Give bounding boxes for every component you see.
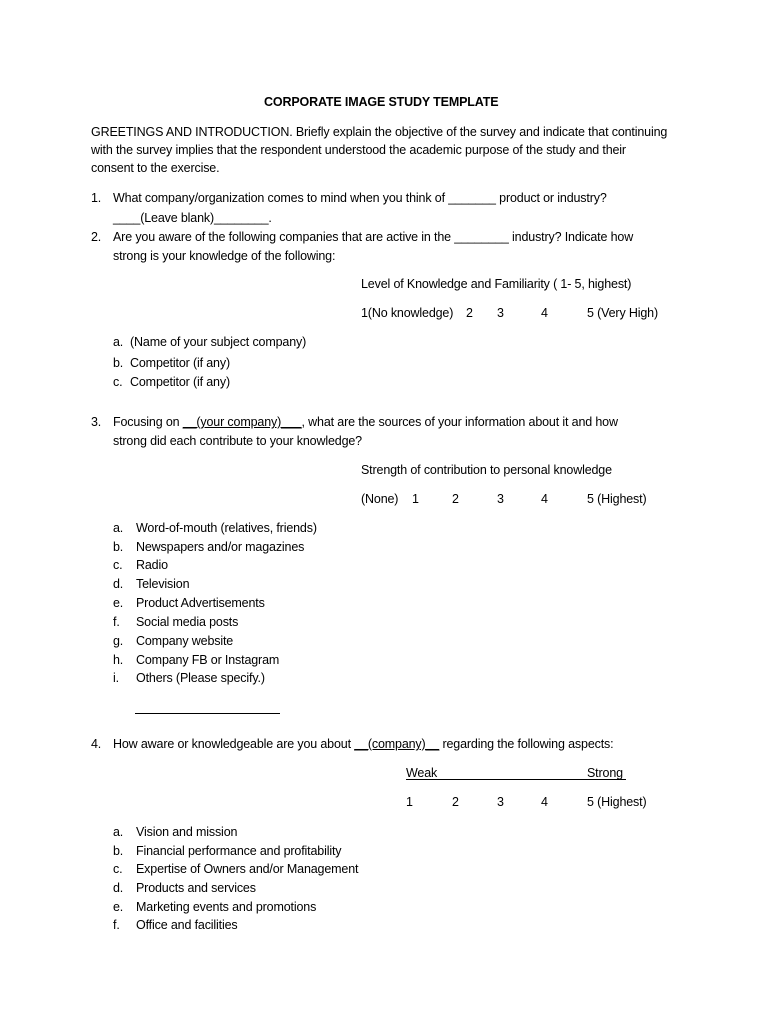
- q4-scale-4: 4: [541, 795, 548, 809]
- q3-line-1: [113, 414, 618, 430]
- q3-item-f-letter: f.: [113, 615, 120, 629]
- q3-item-i-text: Others (Please specify.): [136, 671, 265, 685]
- q2-scale-2: 2: [466, 306, 473, 320]
- q4-scale-2: 2: [452, 795, 459, 809]
- q3-scale-3: 3: [497, 492, 504, 506]
- q4-prefix: How aware or knowledgeable are you about: [113, 737, 355, 751]
- q3-scale-4: 4: [541, 492, 548, 506]
- q2-item-b-letter: b.: [113, 356, 124, 370]
- q3-scale-none: (None): [361, 492, 399, 506]
- q3-item-b-letter: b.: [113, 540, 124, 554]
- q2-item-c-letter: c.: [113, 375, 123, 389]
- document-title: CORPORATE IMAGE STUDY TEMPLATE: [264, 95, 499, 109]
- intro-line-3: consent to the exercise.: [91, 161, 220, 175]
- q3-item-h-letter: h.: [113, 653, 124, 667]
- q3-item-e-text: Product Advertisements: [136, 596, 265, 610]
- q2-scale-3: 3: [497, 306, 504, 320]
- q3-item-d-letter: d.: [113, 577, 124, 591]
- q4-item-e-text: Marketing events and promotions: [136, 900, 317, 914]
- q4-item-f-letter: f.: [113, 918, 120, 932]
- q3-item-a-text: Word-of-mouth (relatives, friends): [136, 521, 317, 535]
- q3-item-i-letter: i.: [113, 671, 119, 685]
- q1-number: 1.: [91, 191, 102, 205]
- q3-suffix: , what are the sources of your information about it and how: [301, 415, 618, 429]
- q2-scale-1: 1(No knowledge): [361, 306, 454, 320]
- q4-item-c-letter: c.: [113, 862, 123, 876]
- q4-line-1: [113, 736, 613, 752]
- q4-blank: __(company)__: [354, 737, 440, 751]
- q3-blank: __(your company)___: [182, 415, 302, 429]
- others-specify-blank-line: [135, 713, 280, 714]
- q3-scale-5: 5 (Highest): [587, 492, 647, 506]
- q3-item-g-text: Company website: [136, 634, 234, 648]
- q3-item-b-text: Newspapers and/or magazines: [136, 540, 305, 554]
- q4-item-b-text: Financial performance and profitability: [136, 844, 342, 858]
- q2-item-c-text: Competitor (if any): [130, 375, 230, 389]
- q2-number: 2.: [91, 230, 102, 244]
- q4-scale-5: 5 (Highest): [587, 795, 647, 809]
- q4-item-f-text: Office and facilities: [136, 918, 238, 932]
- intro-line-2: with the survey implies that the respondent understood the academic purpose of the study and their: [91, 143, 626, 157]
- q4-item-d-letter: d.: [113, 881, 124, 895]
- q2-item-a-letter: a.: [113, 335, 124, 349]
- q3-item-g-letter: g.: [113, 634, 124, 648]
- q4-item-c-text: Expertise of Owners and/or Management: [136, 862, 359, 876]
- q4-strong-label: Strong: [587, 766, 623, 780]
- q2-line-1: Are you aware of the following companies that are active in the ________ industry? Indicate how: [113, 230, 634, 244]
- q3-prefix: Focusing on: [113, 415, 183, 429]
- q4-scale-3: 3: [497, 795, 504, 809]
- q3-item-a-letter: a.: [113, 521, 124, 535]
- q3-scale-title: Strength of contribution to personal knowledge: [361, 463, 612, 477]
- q3-line-2: strong did each contribute to your knowledge?: [113, 434, 362, 448]
- q1-answer: ____(Leave blank)________.: [113, 211, 272, 225]
- q4-suffix: regarding the following aspects:: [439, 737, 614, 751]
- q2-item-b-text: Competitor (if any): [130, 356, 230, 370]
- q3-item-f-text: Social media posts: [136, 615, 239, 629]
- q4-scale-1: 1: [406, 795, 413, 809]
- q3-item-h-text: Company FB or Instagram: [136, 653, 280, 667]
- q2-scale-title: Level of Knowledge and Familiarity ( 1- 5, highest): [361, 277, 632, 291]
- q2-item-a-text: (Name of your subject company): [130, 335, 307, 349]
- intro-line-1: GREETINGS AND INTRODUCTION. Briefly explain the objective of the survey and indicate that continuing: [91, 125, 668, 139]
- q3-item-e-letter: e.: [113, 596, 124, 610]
- q4-weak-label: Weak: [406, 766, 438, 780]
- q2-scale-5: 5 (Very High): [587, 306, 658, 320]
- q1-text: What company/organization comes to mind when you think of _______ product or industry?: [113, 191, 607, 205]
- q3-number: 3.: [91, 415, 102, 429]
- q3-item-d-text: Television: [136, 577, 190, 591]
- q2-scale-4: 4: [541, 306, 548, 320]
- q4-item-e-letter: e.: [113, 900, 124, 914]
- q3-item-c-text: Radio: [136, 558, 168, 572]
- q3-item-c-letter: c.: [113, 558, 123, 572]
- q2-line-2: strong is your knowledge of the following:: [113, 249, 336, 263]
- q3-scale-2: 2: [452, 492, 459, 506]
- q3-scale-1: 1: [412, 492, 419, 506]
- q4-item-d-text: Products and services: [136, 881, 256, 895]
- q4-item-a-letter: a.: [113, 825, 124, 839]
- q4-item-b-letter: b.: [113, 844, 124, 858]
- q4-item-a-text: Vision and mission: [136, 825, 238, 839]
- q4-number: 4.: [91, 737, 102, 751]
